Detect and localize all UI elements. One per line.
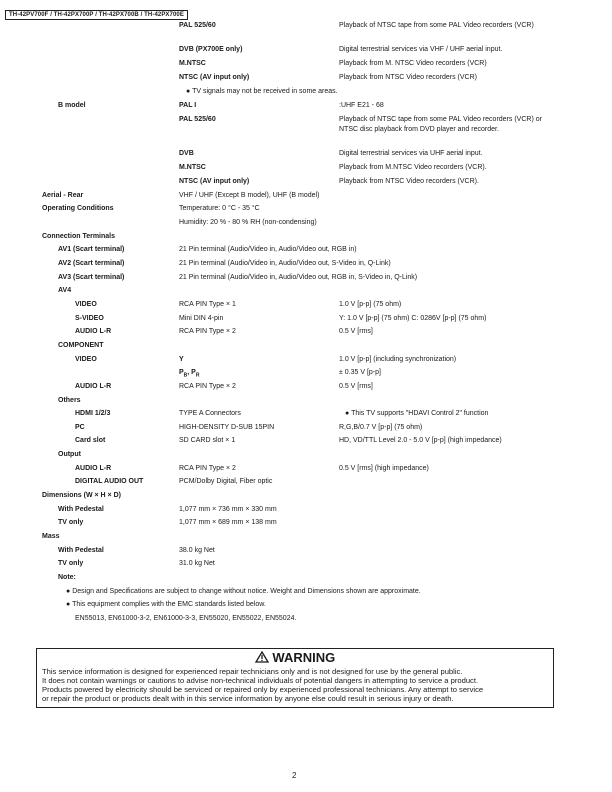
port-type: RCA PIN Type × 2 bbox=[179, 328, 236, 335]
pbpr-b: B bbox=[183, 372, 188, 379]
bullet-icon: ● bbox=[186, 88, 191, 95]
port-spec: 1.0 V [p-p] (75 ohm) bbox=[339, 301, 402, 308]
port-type: RCA PIN Type × 2 bbox=[179, 383, 236, 390]
pbpr-r: R bbox=[195, 372, 200, 379]
note-item-text: This equipment complies with the EMC standards listed below. bbox=[72, 601, 266, 608]
port-label: VIDEO bbox=[75, 356, 97, 363]
port-type: Mini DIN 4-pin bbox=[179, 315, 224, 322]
terminal-value: 21 Pin terminal (Audio/Video in, Audio/Video out, S-Video in, Q-Link) bbox=[179, 260, 391, 267]
component-pbpr-label bbox=[179, 368, 199, 380]
port-type: SD CARD slot × 1 bbox=[179, 437, 236, 444]
connection-title: Connection Terminals bbox=[42, 233, 115, 240]
port-type: TYPE A Connectors bbox=[179, 410, 241, 417]
signal-label: PAL I bbox=[179, 102, 197, 109]
dimension-label: With Pedestal bbox=[58, 506, 104, 513]
tv-signal-note bbox=[186, 87, 338, 97]
terminal-label: AV2 (Scart terminal) bbox=[58, 260, 125, 267]
bullet-icon: ● bbox=[66, 588, 71, 595]
dimension-value: 1,077 mm × 689 mm × 138 mm bbox=[179, 519, 277, 526]
note-item-text: Design and Specifications are subject to change without notice. Weight and Dimensions shown are approximate. bbox=[72, 588, 421, 595]
port-spec: R,G,B/0.7 V [p-p] (75 ohm) bbox=[339, 424, 423, 431]
port-spec: HD, VD/TTL Level 2.0 - 5.0 V [p-p] (high impedance) bbox=[339, 437, 502, 444]
signal-desc: Playback of NTSC tape from some PAL Video recorders (VCR) bbox=[339, 22, 534, 29]
mass-value: 38.0 kg Net bbox=[179, 547, 215, 554]
signal-label: DVB (PX700E only) bbox=[179, 46, 243, 53]
port-spec: 0.5 V [rms] bbox=[339, 328, 373, 335]
port-label: S-VIDEO bbox=[75, 315, 104, 322]
port-label: HDMI 1/2/3 bbox=[75, 410, 111, 417]
warning-heading bbox=[37, 651, 553, 665]
mass-title: Mass bbox=[42, 533, 60, 540]
others-title: Others bbox=[58, 397, 81, 404]
warning-title: WARNING bbox=[272, 650, 336, 665]
component-y-label: Y bbox=[179, 356, 184, 363]
warning-line: It does not contain warnings or cautions to advise non-technical individuals of potential dangers in attempting to service a product. bbox=[42, 676, 479, 685]
signal-desc: Playback from M. NTSC Video recorders (VCR) bbox=[339, 60, 487, 67]
port-type: PCM/Dolby Digital, Fiber optic bbox=[179, 478, 273, 485]
port-spec: Y: 1.0 V [p-p] (75 ohm) C: 0286V [p-p] (75 ohm) bbox=[339, 315, 487, 322]
signal-label: PAL 525/60 bbox=[179, 116, 216, 123]
tv-signal-note-text: TV signals may not be received in some areas. bbox=[192, 88, 338, 95]
port-type: RCA PIN Type × 2 bbox=[179, 465, 236, 472]
terminal-label: AV3 (Scart terminal) bbox=[58, 274, 125, 281]
signal-desc: Digital terrestrial services via UHF aerial input. bbox=[339, 150, 483, 157]
terminal-label: AV1 (Scart terminal) bbox=[58, 246, 125, 253]
aerial-value: VHF / UHF (Except B model), UHF (B model) bbox=[179, 192, 320, 199]
aerial-label: Aerial - Rear bbox=[42, 192, 84, 199]
warning-line: Products powered by electricity should be serviced or repaired only by experienced professional technicians. Any attempt to service bbox=[42, 685, 484, 694]
port-type: RCA PIN Type × 1 bbox=[179, 301, 236, 308]
port-spec: 1.0 V [p-p] (including synchronization) bbox=[339, 356, 457, 363]
port-spec bbox=[345, 409, 488, 419]
note-item bbox=[66, 600, 266, 610]
dimension-label: TV only bbox=[58, 519, 84, 526]
terminal-value: 21 Pin terminal (Audio/Video in, Audio/Video out, RGB in) bbox=[179, 246, 357, 253]
pbpr-sep: , P bbox=[187, 369, 196, 376]
pbpr-p: P bbox=[179, 369, 184, 376]
emc-standards: EN55013, EN61000-3-2, EN61000-3-3, EN55020, EN55022, EN55024. bbox=[75, 615, 297, 622]
signal-label: DVB bbox=[179, 150, 194, 157]
signal-desc: Digital terrestrial services via VHF / UHF aerial input. bbox=[339, 46, 503, 53]
av4-title: AV4 bbox=[58, 287, 72, 294]
port-label: AUDIO L-R bbox=[75, 465, 112, 472]
mass-label: With Pedestal bbox=[58, 547, 104, 554]
port-label: AUDIO L-R bbox=[75, 383, 112, 390]
port-label: AUDIO L-R bbox=[75, 328, 112, 335]
mass-value: 31.0 kg Net bbox=[179, 560, 215, 567]
warning-line: or repair the product or products dealt with in this service information by anyone else could result in serious injury or death. bbox=[42, 694, 454, 703]
temperature-value: Temperature: 0 °C - 35 °C bbox=[179, 205, 260, 212]
port-label: VIDEO bbox=[75, 301, 97, 308]
port-type: HIGH-DENSITY D-SUB 15PIN bbox=[179, 424, 275, 431]
port-label: DIGITAL AUDIO OUT bbox=[75, 478, 144, 485]
note-title: Note: bbox=[58, 574, 76, 581]
output-title: Output bbox=[58, 451, 81, 458]
signal-desc: Playback from NTSC Video recorders (VCR) bbox=[339, 74, 477, 81]
hdmi-spec-text: This TV supports "HDAVI Control 2" function bbox=[351, 410, 489, 417]
port-spec: 0.5 V [rms] (high impedance) bbox=[339, 465, 429, 472]
signal-desc: :UHF E21 - 68 bbox=[339, 102, 384, 109]
terminal-value: 21 Pin terminal (Audio/Video in, Audio/Video out, RGB in, S-Video in, Q-Link) bbox=[179, 274, 418, 281]
signal-label: M.NTSC bbox=[179, 60, 206, 67]
signal-label: NTSC (AV input only) bbox=[179, 74, 250, 81]
port-spec: 0.5 V [rms] bbox=[339, 383, 373, 390]
bullet-icon: ● bbox=[66, 601, 71, 608]
humidity-value: Humidity: 20 % - 80 % RH (non-condensing) bbox=[179, 219, 317, 226]
bullet-icon: ● bbox=[345, 410, 350, 417]
port-spec: ± 0.35 V [p-p] bbox=[339, 369, 381, 376]
page-number: 2 bbox=[292, 771, 297, 780]
dimension-value: 1,077 mm × 736 mm × 330 mm bbox=[179, 506, 277, 513]
signal-desc: Playback of NTSC tape from some PAL Video recorders (VCR) or NTSC disc playback from DVD player and recorder. bbox=[339, 116, 542, 133]
warning-line: This service information is designed for experienced repair technicians only and is not designed for use by the general public. bbox=[42, 667, 463, 676]
signal-label: NTSC (AV input only) bbox=[179, 178, 250, 185]
operating-label: Operating Conditions bbox=[42, 205, 114, 212]
warning-box bbox=[36, 648, 554, 708]
signal-label: PAL 525/60 bbox=[179, 22, 216, 29]
signal-desc: Playback from M.NTSC Video recorders (VCR). bbox=[339, 164, 487, 171]
port-label: Card slot bbox=[75, 437, 106, 444]
signal-label: M.NTSC bbox=[179, 164, 206, 171]
note-item bbox=[66, 587, 421, 597]
port-label: PC bbox=[75, 424, 85, 431]
warning-triangle-icon bbox=[255, 651, 269, 663]
component-title: COMPONENT bbox=[58, 342, 104, 349]
model-header-tag: TH-42PV700F / TH-42PX700P / TH-42PX700B / TH-42PX700E bbox=[5, 10, 188, 20]
mass-label: TV only bbox=[58, 560, 84, 567]
dimensions-title: Dimensions (W × H × D) bbox=[42, 492, 121, 499]
signal-desc: Playback from NTSC Video recorders (VCR). bbox=[339, 178, 479, 185]
b-model-title: B model bbox=[58, 102, 86, 109]
